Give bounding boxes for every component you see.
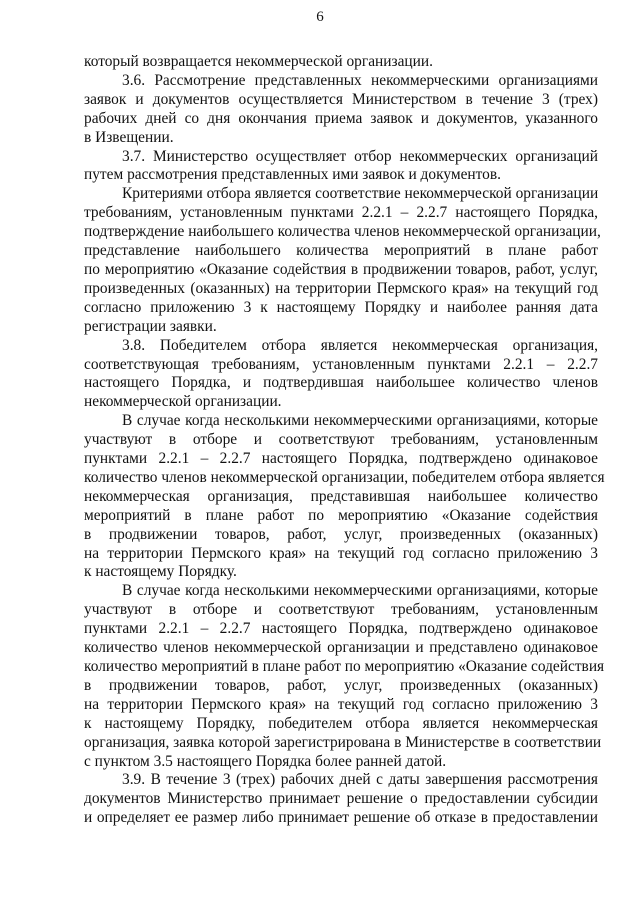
text-line: в продвижении товаров, работ, услуг, произведенных (оказанных) [84,525,598,543]
text-line: в продвижении товаров, работ, услуг, произведенных (оказанных) [84,676,598,694]
text-line: соответствующая требованиям, установленным пунктами 2.2.1 – 2.2.7 [84,355,598,373]
document-body [84,53,605,828]
text-line: в Извещении. [84,128,174,146]
text-line: участвуют в отборе и соответствуют требованиям, установленным [84,601,598,619]
text-line: 3.7. Министерство осуществляет отбор некоммерческих организаций [122,147,598,165]
text-line: количество мероприятий в плане работ по мероприятию «Оказание содействия [84,658,605,675]
text-line: пунктами 2.2.1 – 2.2.7 настоящего Порядка, подтверждено одинаковое [84,450,598,468]
text-line: некоммерческой организации. [84,393,282,411]
text-line: согласно приложению 3 к настоящему Порядку и наиболее ранняя дата [84,298,598,316]
paragraph-continuation [84,53,598,72]
text-line: В случае когда несколькими некоммерческими организациями, которые [122,582,598,600]
text-line: Критериями отбора является соответствие некоммерческой организации [122,185,599,203]
text-line: к настоящему Порядку. [84,563,237,581]
text-line: некоммерческая организация, представившая наибольшее количество [84,487,598,505]
text-line: количество членов некоммерческой организации и представлено одинаковое [84,639,598,657]
paragraph-3-8 [84,337,598,413]
text-line: количество членов некоммерческой организации, победителем отбора является [84,468,605,486]
text-line: 3.9. В течение 3 (трех) рабочих дней с даты завершения рассмотрения [122,771,598,789]
text-line: 3.8. Победителем отбора является некоммерческая организация, [122,336,598,354]
text-line: на территории Пермского края» на текущий год согласно приложению 3 [84,544,598,562]
paragraph-3-9 [84,771,598,828]
text-line: заявок и документов осуществляется Министерством в течение 3 (трех) [84,90,598,108]
text-line: по мероприятию «Оказание содействия в продвижении товаров, работ, услуг, [84,260,598,278]
text-line: документов Министерство принимает решение о предоставлении субсидии [84,790,598,808]
paragraph-criteria [84,185,601,336]
text-line: требованиям, установленным пунктами 2.2.1 – 2.2.7 настоящего Порядка, [84,204,598,222]
text-line: пунктами 2.2.1 – 2.2.7 настоящего Порядка, подтверждено одинаковое [84,620,598,638]
paragraph-3-7 [84,148,598,186]
page-number: 6 [316,9,324,25]
paragraph-tie-case-2 [84,582,605,771]
text-line: регистрации заявки. [84,317,217,335]
text-line: настоящего Порядка, и подтвердившая наибольшее количество членов [84,374,598,392]
text-line: мероприятий в плане работ по мероприятию «Оказание содействия [84,506,598,524]
text-line: на территории Пермского края» на текущий год согласно приложению 3 [84,695,598,713]
text-line: произведенных (оказанных) на территории Пермского края» на текущий год [84,279,598,297]
text-line: и определяет ее размер либо принимает решение об отказе в предоставлении [84,809,598,827]
paragraph-tie-case-1 [84,412,605,582]
text-line: путем рассмотрения представленных ими заявок и документов. [84,166,501,184]
paragraph-3-6 [84,72,598,148]
text-line: 3.6. Рассмотрение представленных некоммерческими организациями [122,71,598,89]
text-line: который возвращается некоммерческой организации. [84,53,433,70]
text-line: к настоящему Порядку, победителем отбора является некоммерческая [84,714,598,732]
text-line: В случае когда несколькими некоммерческими организациями, которые [122,412,598,430]
text-line: организация, заявка которой зарегистрирована в Министерстве в соответствии [84,733,602,751]
text-line: с пунктом 3.5 настоящего Порядка более ранней датой. [84,752,447,770]
text-line: рабочих дней со дня окончания приема заявок и документов, указанного [84,109,598,127]
text-line: представление наибольшего количества мероприятий в плане работ [84,242,598,260]
text-line: подтверждение наибольшего количества членов некоммерческой организации, [84,223,601,241]
text-line: участвуют в отборе и соответствуют требованиям, установленным [84,431,598,449]
